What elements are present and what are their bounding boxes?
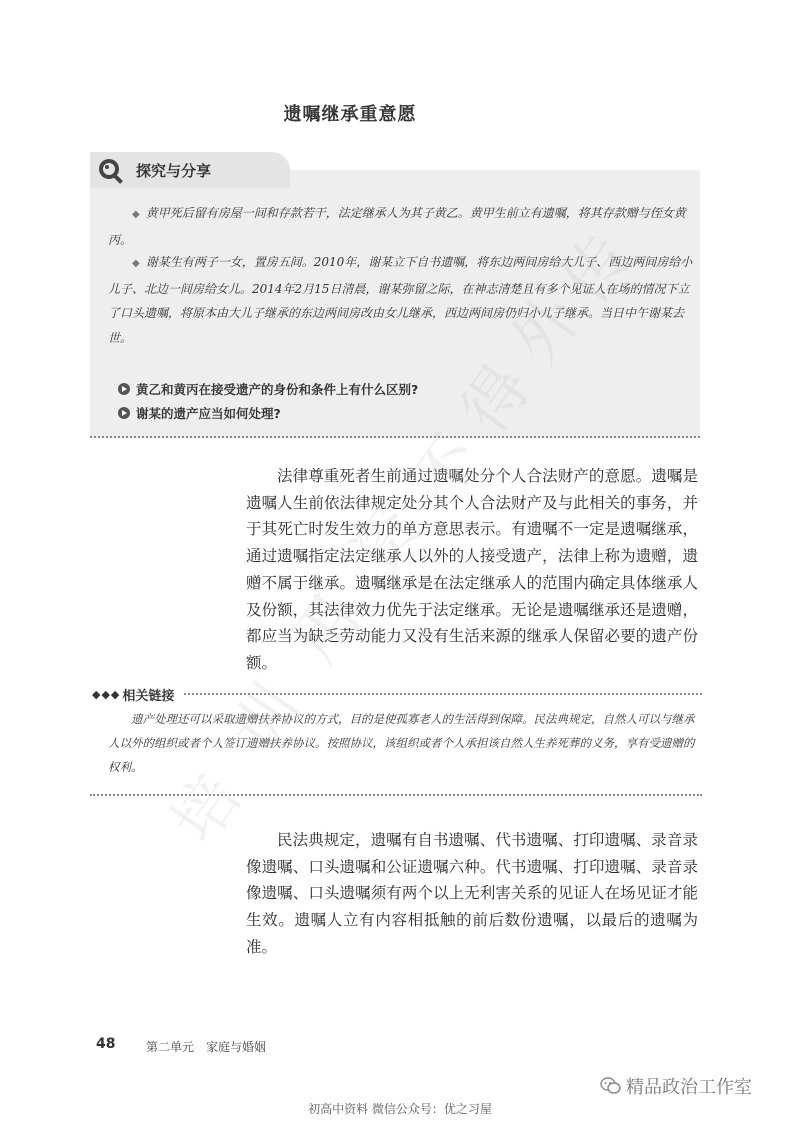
watermark-char: 用 bbox=[278, 582, 376, 677]
related-link-header bbox=[92, 684, 702, 704]
wechat-icon bbox=[600, 1076, 622, 1096]
body-paragraph-2: 民法典规定，遗嘱有自书遗嘱、代书遗嘱、打印遗嘱、录音录像遗嘱、口头遗嘱和公证遗嘱六种。代书遗嘱、打印遗嘱、录音录像遗嘱、口头遗嘱须有两个以上无利害关系的见证人在场见证才能生效。遗嘱人立有内容相抵触的前后数份遗嘱，以最后的遗嘱为准。 bbox=[246, 831, 698, 956]
wechat-account bbox=[600, 1073, 752, 1099]
unit-label: 第二单元 家庭与婚姻 bbox=[146, 1040, 267, 1054]
diamond-icons: ◆◆◆ bbox=[92, 687, 121, 701]
case-paragraph-1: ◆ 黄甲死后留有房屋一间和存款若干，法定继承人为其子黄乙。黄甲生前立有遗嘱，将其存款赠与侄女黄丙。 bbox=[108, 206, 686, 247]
question-1: 黄乙和黄丙在接受遗产的身份和条件上有什么区别? bbox=[118, 380, 418, 398]
dotted-divider bbox=[90, 794, 702, 796]
page-number: 48 bbox=[96, 1036, 116, 1052]
section-title: 遗嘱继承重意愿 bbox=[283, 104, 417, 125]
play-circle-icon bbox=[118, 383, 130, 395]
related-link-label: 相关链接 bbox=[122, 688, 175, 704]
question-2: 谢某的遗产应当如何处理? bbox=[118, 404, 281, 422]
watermark-char: 培 bbox=[158, 762, 256, 857]
diamond-bullet-icon: ◆ bbox=[132, 209, 140, 220]
related-link-text: 遗产处理还可以采取遗赠扶养协议的方式，目的是使孤寡老人的生活得到保障。民法典规定，自然人可以与继承人以外的组织或者个人签订遗赠扶养协议。按照协议，该组织或者个人承担该自然人生养死葬的义务，享有受遗赠的权利。 bbox=[108, 712, 695, 774]
watermark-char: 训 bbox=[218, 672, 316, 767]
wechat-name: 精品政治工作室 bbox=[626, 1077, 752, 1098]
explore-label: 探究与分享 bbox=[136, 162, 212, 180]
case-paragraph-2: ◆ 谢某生有两子一女，置房五间。2010年，谢某立下自书遗嘱，将东边两间房给大儿子、西边两间房给小儿子、北边一间房给女儿。2014年2月15日清晨，谢某弥留之际，在神志清楚且有多个见证人在场的情况下立了口头遗嘱，将原本由大儿子继承的东边两间房改由女儿继承，西边两间房仍归小儿子继承。当日中午谢某去世。 bbox=[108, 255, 693, 345]
diamond-bullet-icon: ◆ bbox=[132, 258, 140, 269]
body-paragraph-1: 法律尊重死者生前通过遗嘱处分个人合法财产的意愿。遗嘱是遗嘱人生前依法律规定处分其个人合法财产及与此相关的事务，并于其死亡时发生效力的单方意思表示。有遗嘱不一定是遗嘱继承，通过遗嘱指定法定继承人以外的人接受遗产，法律上称为遗赠，遗赠不属于继承。遗嘱继承是在法定继承人的范围内确定具体继承人及份额，其法律效力优先于法定继承。无论是遗嘱继承还是遗赠，都应当为缺乏劳动能力又没有生活来源的继承人保留必要的遗产份额。 bbox=[246, 467, 698, 672]
watermark-char: 不 bbox=[398, 422, 496, 517]
play-circle-icon bbox=[118, 407, 130, 419]
watermark-char: 资 bbox=[338, 492, 436, 587]
dotted-divider bbox=[184, 693, 702, 695]
magnifier-globe-icon bbox=[96, 156, 126, 186]
footer-note: 初高中资料 微信公众号：优之习屋 bbox=[308, 1102, 492, 1116]
